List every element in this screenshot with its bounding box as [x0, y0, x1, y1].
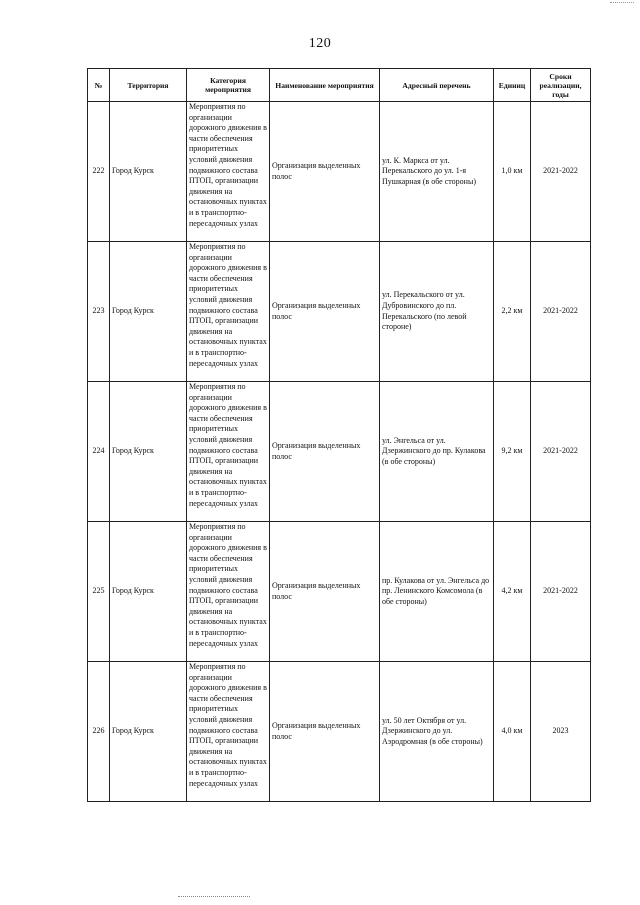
header-territory: Территория	[110, 69, 187, 102]
row-number: 224	[88, 382, 110, 522]
header-period: Сроки реализации, годы	[531, 69, 591, 102]
row-territory: Город Курск	[110, 662, 187, 802]
row-period: 2021-2022	[531, 102, 591, 242]
table-row	[88, 102, 591, 242]
table-header-row	[88, 69, 591, 102]
row-unit: 4,0 км	[494, 662, 531, 802]
row-unit: 4,2 км	[494, 522, 531, 662]
row-address: пр. Кулакова от ул. Энгельса до пр. Ленинского Комсомола (в обе стороны)	[380, 522, 494, 662]
page-number: 120	[308, 36, 332, 51]
row-number: 225	[88, 522, 110, 662]
row-territory: Город Курск	[110, 242, 187, 382]
row-measure-name: Организация выделенных полос	[270, 662, 380, 802]
header-category: Категория мероприятия	[187, 69, 270, 102]
row-measure-name: Организация выделенных полос	[270, 522, 380, 662]
row-unit: 2,2 км	[494, 242, 531, 382]
row-category: Мероприятия по организации дорожного движения в части обеспечения приоритетных условий движения подвижного состава ПТОП, организации движения на остановочных пунктах и в транспортно-пересадочных узлах	[187, 102, 270, 242]
header-address: Адресный перечень	[380, 69, 494, 102]
row-measure-name: Организация выделенных полос	[270, 102, 380, 242]
row-address: ул. Энгельса от ул. Дзержинского до пр. Кулакова (в обе стороны)	[380, 382, 494, 522]
row-unit: 9,2 км	[494, 382, 531, 522]
row-category: Мероприятия по организации дорожного движения в части обеспечения приоритетных условий движения подвижного состава ПТОП, организации движения на остановочных пунктах и в транспортно-пересадочных узлах	[187, 242, 270, 382]
row-number: 222	[88, 102, 110, 242]
row-period: 2021-2022	[531, 242, 591, 382]
table-row	[88, 242, 591, 382]
scan-corner-mark	[610, 2, 634, 5]
scan-footer-mark	[178, 896, 250, 900]
row-period: 2021-2022	[531, 382, 591, 522]
row-territory: Город Курск	[110, 382, 187, 522]
row-category: Мероприятия по организации дорожного движения в части обеспечения приоритетных условий движения подвижного состава ПТОП, организации движения на остановочных пунктах и в транспортно-пересадочных узлах	[187, 522, 270, 662]
row-period: 2021-2022	[531, 522, 591, 662]
row-number: 226	[88, 662, 110, 802]
row-address: ул. К. Маркса от ул. Перекальского до ул. 1-я Пушкарная (в обе стороны)	[380, 102, 494, 242]
table-row	[88, 522, 591, 662]
row-number: 223	[88, 242, 110, 382]
row-measure-name: Организация выделенных полос	[270, 242, 380, 382]
row-category: Мероприятия по организации дорожного движения в части обеспечения приоритетных условий движения подвижного состава ПТОП, организации движения на остановочных пунктах и в транспортно-пересадочных узлах	[187, 382, 270, 522]
table-row	[88, 662, 591, 802]
row-address: ул. Перекальского от ул. Дубровинского до пл. Перекальского (по левой стороне)	[380, 242, 494, 382]
table-row	[88, 382, 591, 522]
measures-table	[87, 68, 591, 802]
row-unit: 1,0 км	[494, 102, 531, 242]
header-name: Наименование мероприятия	[270, 69, 380, 102]
header-num: №	[88, 69, 110, 102]
row-period: 2023	[531, 662, 591, 802]
row-territory: Город Курск	[110, 522, 187, 662]
row-territory: Город Курск	[110, 102, 187, 242]
row-measure-name: Организация выделенных полос	[270, 382, 380, 522]
row-address: ул. 50 лет Октября от ул. Дзержинского до ул. Аэродромная (в обе стороны)	[380, 662, 494, 802]
row-category: Мероприятия по организации дорожного движения в части обеспечения приоритетных условий движения подвижного состава ПТОП, организации движения на остановочных пунктах и в транспортно-пересадочных узлах	[187, 662, 270, 802]
header-unit: Единиц	[494, 69, 531, 102]
